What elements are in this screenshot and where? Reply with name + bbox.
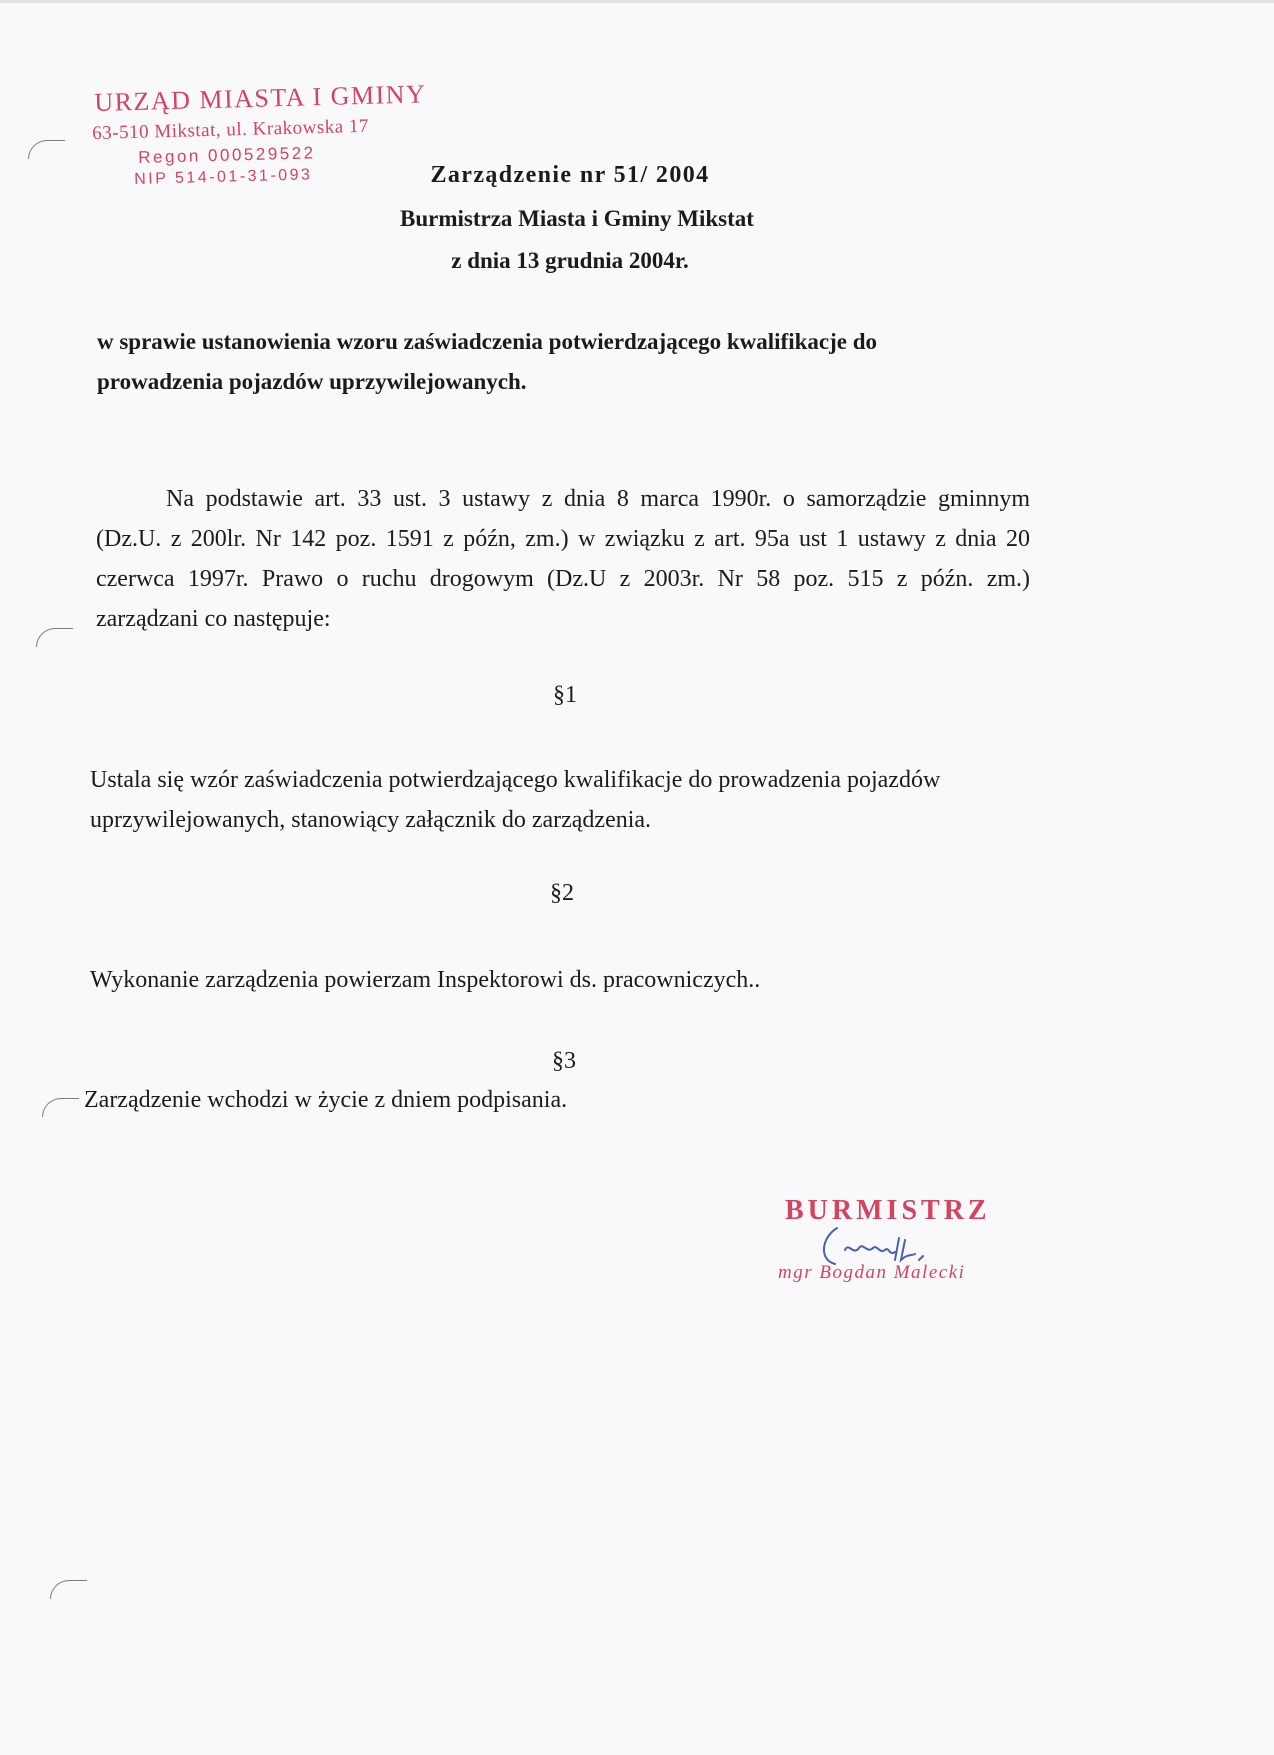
signatory-name-stamp: mgr Bogdan Malecki	[778, 1262, 966, 1283]
punch-hole-mark	[28, 140, 65, 159]
section-2-text	[90, 960, 1050, 1000]
subject-line-2: prowadzenia pojazdów uprzywilejowanych.	[97, 369, 527, 394]
section-1-text	[90, 760, 1050, 840]
document-date: z dnia 13 grudnia 2004r.	[451, 248, 689, 273]
document-issuer: Burmistrza Miasta i Gminy Mikstat	[400, 206, 754, 231]
section-mark-1: §1	[553, 682, 577, 708]
scan-top-edge	[0, 0, 1274, 3]
preamble-line-1: Na podstawie art. 33 ust. 3 ustawy z dnia 8 marca 1990r. o samorządzie gminnym	[166, 486, 1030, 512]
office-stamp-regon: Regon 000529522	[138, 143, 316, 167]
document-subject	[97, 322, 997, 402]
section-3-text	[84, 1080, 1044, 1120]
section-1-line-1: Ustala się wzór zaświadczenia potwierdzającego kwalifikacje do prowadzenia pojazdów	[90, 767, 941, 793]
section-mark-2: §2	[550, 880, 574, 906]
subject-line-1: w sprawie ustanowienia wzoru zaświadczenia potwierdzającego kwalifikacje do	[97, 329, 878, 354]
section-3-line-1: Zarządzenie wchodzi w życie z dniem podpisania.	[84, 1087, 568, 1113]
office-stamp-line-1: URZĄD MIASTA I GMINY	[94, 79, 427, 117]
signature-title-stamp: BURMISTRZ	[785, 1195, 991, 1226]
punch-hole-mark	[50, 1580, 87, 1599]
preamble-line-4: zarządzani co następuje:	[96, 606, 331, 632]
document-title: Zarządzenie nr 51/ 2004	[430, 162, 710, 188]
preamble-line-3: czerwca 1997r. Prawo o ruchu drogowym (Dz.U z 2003r. Nr 58 poz. 515 z późn. zm.)	[96, 566, 1030, 592]
preamble-paragraph	[96, 479, 1030, 639]
section-mark-3: §3	[552, 1048, 576, 1074]
punch-hole-mark	[42, 1098, 79, 1117]
section-1-line-2: uprzywilejowanych, stanowiący załącznik do zarządzenia.	[90, 807, 652, 833]
office-stamp-nip: NIP 514-01-31-093	[134, 166, 313, 188]
section-2-line-1: Wykonanie zarządzenia powierzam Inspektorowi ds. pracowniczych..	[90, 967, 761, 993]
preamble-line-2: (Dz.U. z 200lr. Nr 142 poz. 1591 z późn, zm.) w związku z art. 95a ust 1 ustawy z dnia 20	[96, 526, 1030, 552]
punch-hole-mark	[36, 628, 73, 647]
office-stamp-line-2: 63-510 Mikstat, ul. Krakowska 17	[92, 115, 370, 144]
